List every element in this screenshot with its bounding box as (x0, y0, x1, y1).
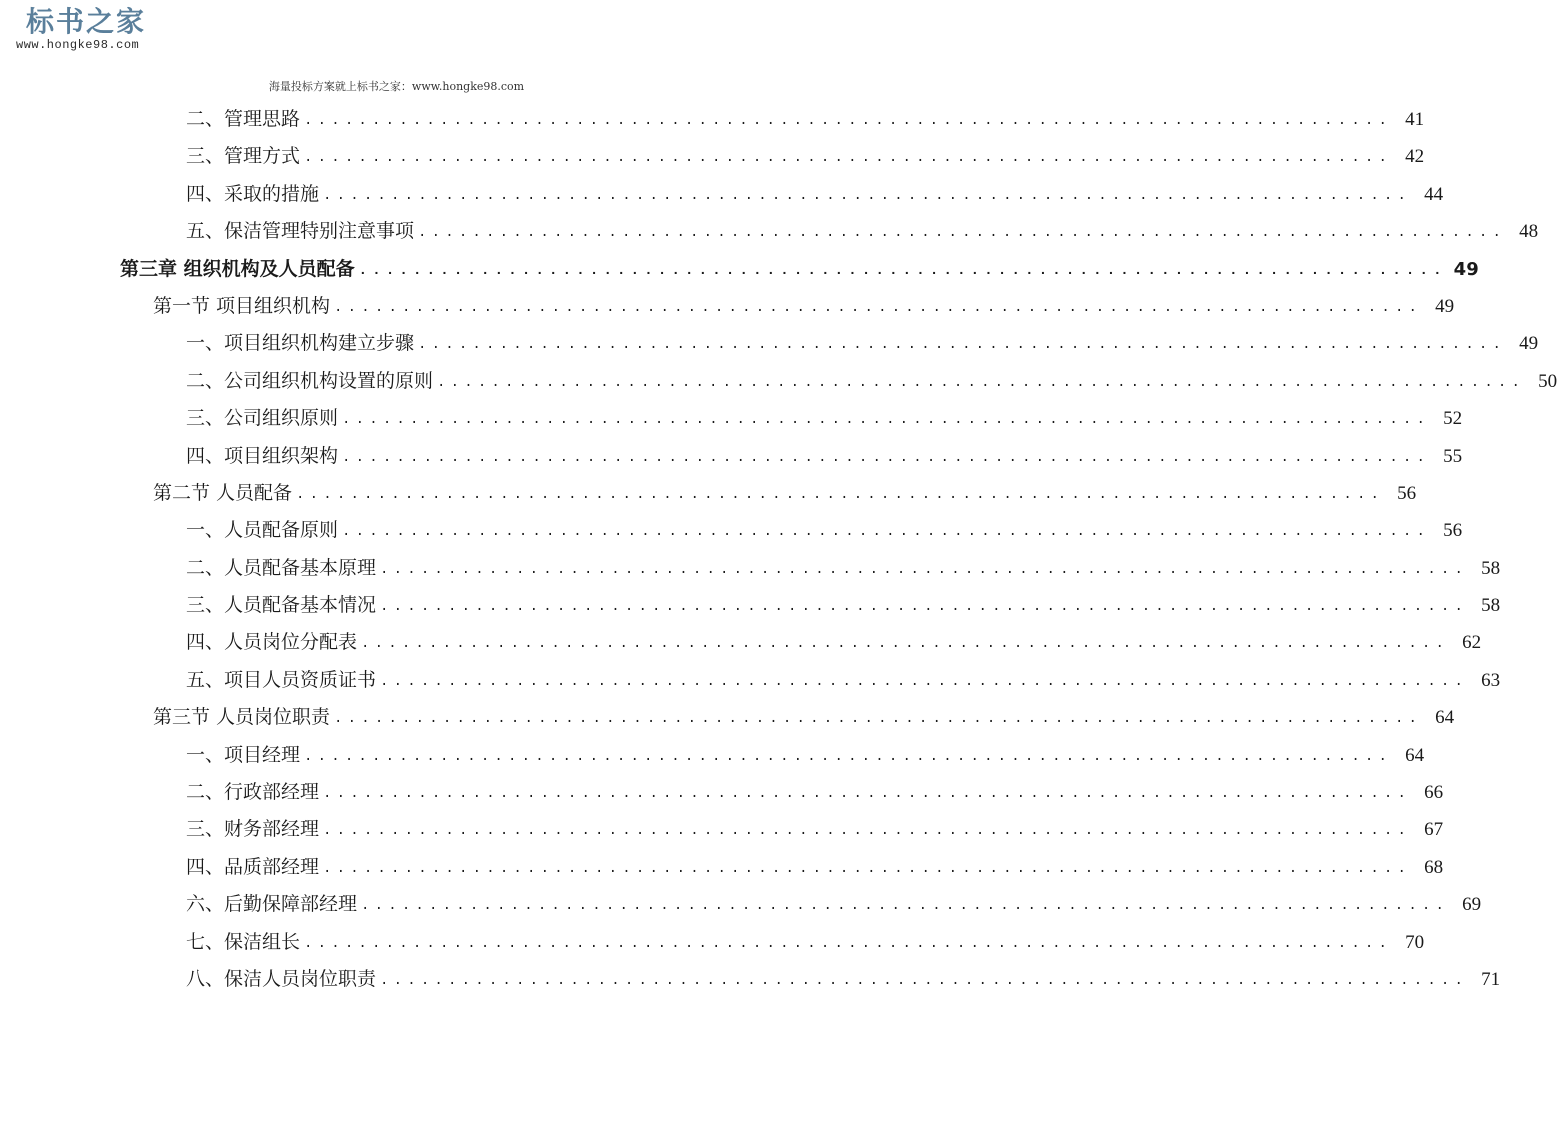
toc-entry-item[interactable] (0, 774, 1444, 811)
toc-dot-leader: ................................................................................ (323, 187, 1412, 204)
toc-entry-item[interactable] (0, 550, 1501, 587)
toc-dot-leader: ................................................................................ (380, 673, 1469, 690)
toc-dot-leader: ................................................................................ (342, 524, 1431, 541)
toc-entry-chapter[interactable] (0, 251, 1479, 288)
toc-entry-title: 三、公司组织原则 (186, 407, 339, 430)
toc-dot-leader: ................................................................................ (323, 786, 1412, 803)
toc-dot-leader: ................................................................................ (304, 113, 1393, 129)
toc-dot-leader: ................................................................................ (380, 561, 1469, 578)
toc-dot-leader: ................................................................................ (361, 898, 1450, 915)
toc-entry-page-number: 62 (1462, 632, 1482, 654)
toc-entry-title: 四、品质部经理 (186, 855, 320, 878)
toc-entry-page-number: 49 (1453, 258, 1479, 280)
toc-dot-leader: ................................................................................ (380, 599, 1469, 616)
toc-entry-item[interactable] (0, 363, 1557, 400)
toc-dot-leader: ................................................................................ (304, 150, 1393, 167)
toc-entry-title: 四、采取的措施 (186, 182, 320, 205)
toc-entry-item[interactable] (0, 961, 1501, 998)
toc-dot-leader: ................................................................................ (334, 711, 1423, 728)
toc-dot-leader: ................................................................................ (380, 972, 1469, 989)
toc-entry-page-number: 64 (1435, 707, 1455, 729)
toc-entry-section[interactable] (0, 288, 1455, 325)
toc-entry-title: 八、保洁人员岗位职责 (186, 967, 377, 990)
toc-dot-leader: ................................................................................ (342, 412, 1431, 429)
toc-dot-leader: ................................................................................ (437, 374, 1526, 391)
toc-entry-page-number: 55 (1443, 445, 1463, 467)
toc-dot-leader: ................................................................................ (342, 449, 1431, 466)
toc-dot-leader: ................................................................................ (361, 636, 1450, 653)
toc-entry-title: 二、人员配备基本原理 (186, 556, 377, 579)
logo-title: 标书之家 (26, 5, 147, 38)
toc-dot-leader: ................................................................................ (304, 935, 1393, 952)
toc-entry-item[interactable] (0, 849, 1444, 886)
toc-entry-page-number: 66 (1424, 782, 1444, 804)
toc-entry-item[interactable] (0, 101, 1425, 138)
toc-entry-page-number: 49 (1435, 295, 1455, 317)
table-of-contents (0, 101, 1557, 998)
toc-dot-leader: ................................................................................ (418, 225, 1507, 242)
toc-dot-leader: ................................................................................ (304, 748, 1393, 765)
toc-entry-title: 四、人员岗位分配表 (186, 631, 358, 654)
toc-entry-page-number: 44 (1424, 183, 1444, 205)
toc-entry-item[interactable] (0, 512, 1463, 549)
toc-dot-leader: ................................................................................ (418, 337, 1507, 354)
toc-dot-leader: ................................................................................ (358, 262, 1447, 279)
toc-entry-title: 三、人员配备基本情况 (186, 594, 377, 617)
toc-entry-page-number: 58 (1481, 595, 1501, 617)
toc-entry-page-number: 71 (1481, 968, 1501, 990)
toc-entry-title: 五、项目人员资质证书 (186, 668, 377, 691)
toc-entry-page-number: 56 (1443, 520, 1463, 542)
toc-entry-item[interactable] (0, 325, 1539, 362)
toc-entry-title: 第三章 组织机构及人员配备 (120, 257, 355, 280)
toc-dot-leader: ................................................................................ (296, 486, 1385, 503)
toc-entry-title: 第三节 人员岗位职责 (153, 706, 331, 729)
toc-entry-page-number: 70 (1405, 931, 1425, 953)
toc-entry-page-number: 56 (1397, 482, 1417, 504)
toc-entry-section[interactable] (0, 475, 1417, 512)
toc-entry-page-number: 41 (1405, 109, 1425, 130)
toc-dot-leader: ................................................................................ (323, 860, 1412, 877)
toc-entry-page-number: 50 (1538, 370, 1557, 392)
toc-entry-item[interactable] (0, 662, 1501, 699)
toc-entry-title: 三、管理方式 (186, 145, 301, 168)
toc-entry-title: 四、项目组织架构 (186, 444, 339, 467)
toc-entry-page-number: 49 (1519, 333, 1539, 355)
logo-url: www.hongke98.com (16, 38, 140, 52)
toc-entry-title: 二、管理思路 (186, 108, 301, 130)
toc-entry-item[interactable] (0, 176, 1444, 213)
toc-entry-page-number: 52 (1443, 408, 1463, 430)
toc-entry-item[interactable] (0, 400, 1463, 437)
toc-entry-title: 第二节 人员配备 (153, 481, 293, 504)
toc-entry-title: 五、保洁管理特别注意事项 (186, 220, 415, 243)
header-note: 海量投标方案就上标书之家：www.hongke98.com (268, 80, 525, 93)
toc-entry-page-number: 58 (1481, 557, 1501, 579)
toc-entry-item[interactable] (0, 587, 1501, 624)
toc-entry-item[interactable] (0, 886, 1482, 923)
toc-entry-item[interactable] (0, 213, 1539, 250)
toc-entry-item[interactable] (0, 624, 1482, 661)
toc-entry-page-number: 63 (1481, 669, 1501, 691)
toc-entry-title: 三、财务部经理 (186, 818, 320, 841)
toc-entry-title: 第一节 项目组织机构 (153, 294, 331, 317)
toc-dot-leader: ................................................................................ (334, 299, 1423, 316)
toc-entry-item[interactable] (0, 438, 1463, 475)
toc-entry-title: 二、公司组织机构设置的原则 (186, 369, 434, 392)
toc-entry-title: 一、项目组织机构建立步骤 (186, 332, 415, 355)
toc-entry-title: 一、项目经理 (186, 743, 301, 766)
toc-entry-item[interactable] (0, 138, 1425, 175)
toc-entry-page-number: 64 (1405, 744, 1425, 766)
toc-entry-title: 一、人员配备原则 (186, 519, 339, 542)
toc-entry-page-number: 67 (1424, 819, 1444, 841)
toc-entry-page-number: 48 (1519, 221, 1539, 243)
toc-entry-title: 七、保洁组长 (186, 930, 301, 953)
toc-entry-title: 二、行政部经理 (186, 781, 320, 804)
toc-entry-item[interactable] (0, 737, 1425, 774)
toc-dot-leader: ................................................................................ (323, 823, 1412, 840)
toc-entry-page-number: 68 (1424, 856, 1444, 878)
toc-entry-page-number: 69 (1462, 894, 1482, 916)
toc-entry-section[interactable] (0, 699, 1455, 736)
toc-entry-item[interactable] (0, 924, 1425, 961)
toc-entry-item[interactable] (0, 811, 1444, 848)
toc-entry-title: 六、后勤保障部经理 (186, 893, 358, 916)
site-logo (16, 4, 166, 54)
toc-entry-page-number: 42 (1405, 146, 1425, 168)
